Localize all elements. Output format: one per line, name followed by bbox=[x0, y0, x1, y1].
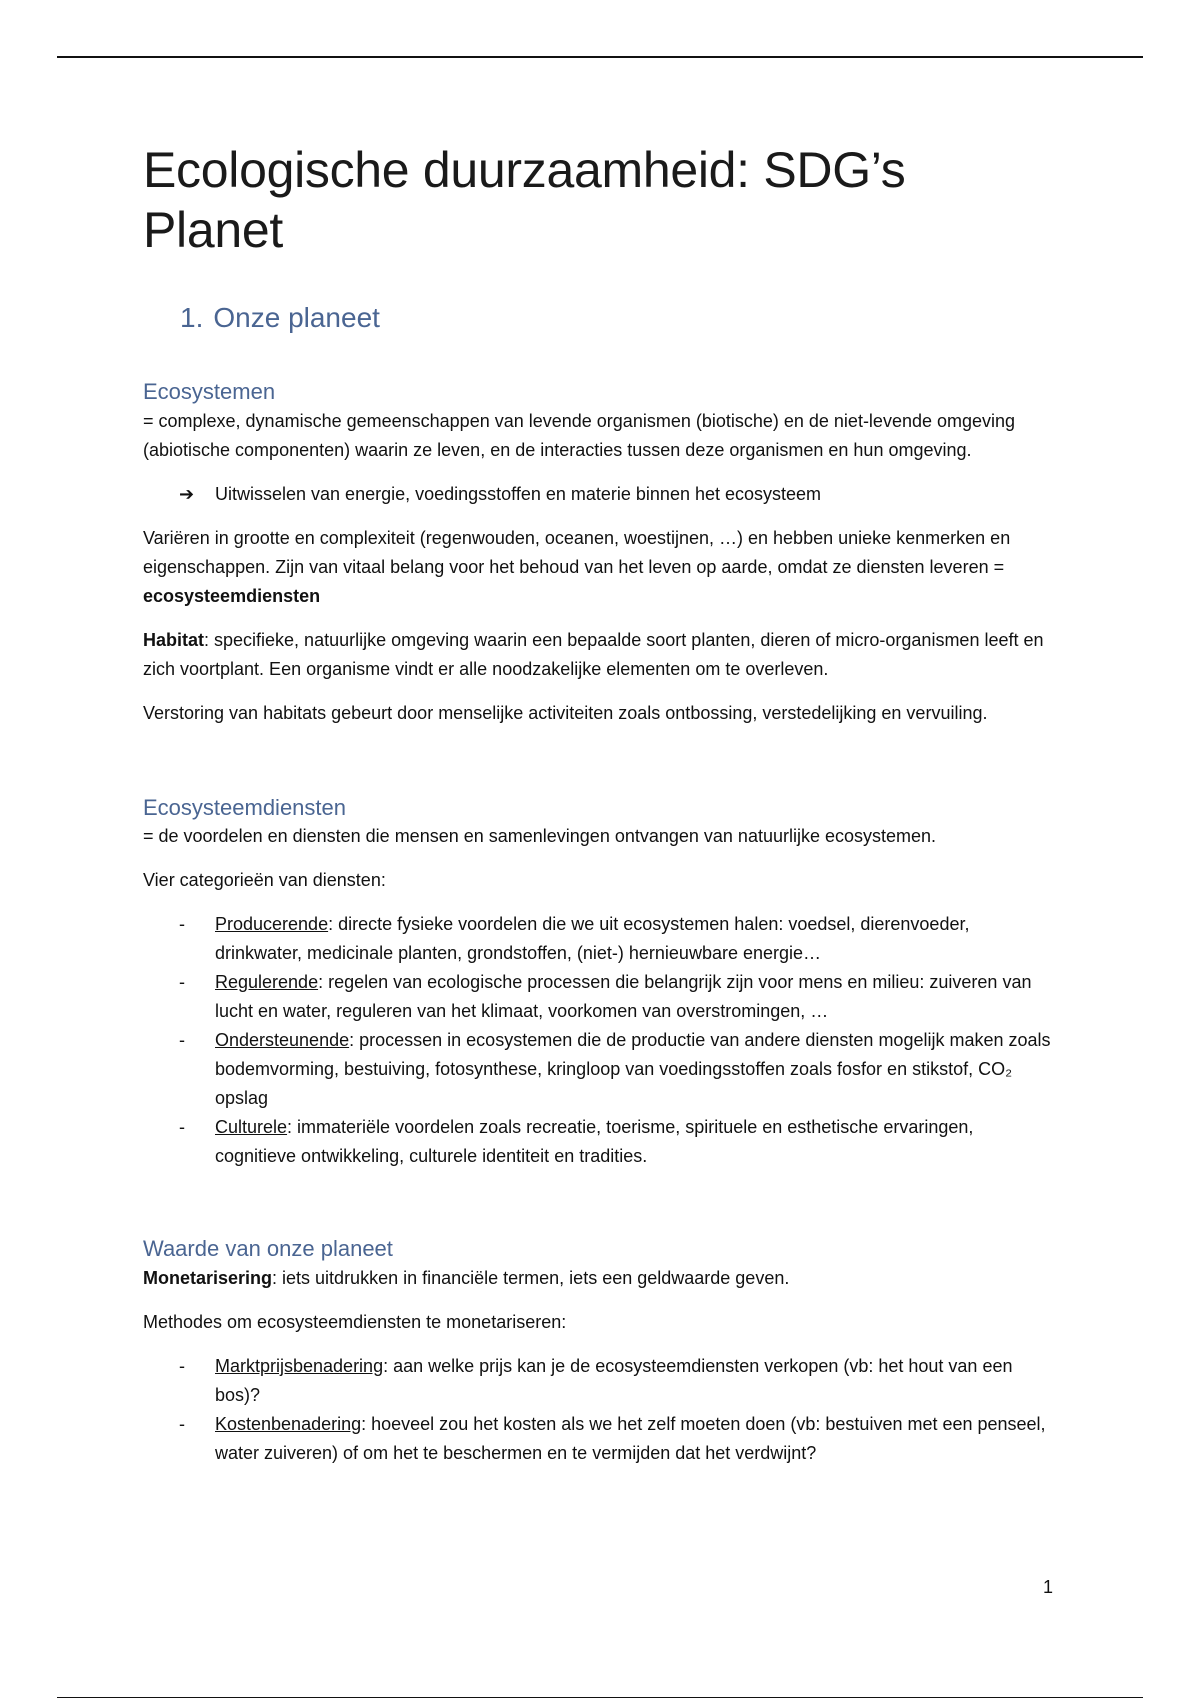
list-item-text: : immateriële voordelen zoals recreatie, toerisme, spirituele en esthetische ervaringen, cognitieve ontwikkeling, culturele identiteit en tradities. bbox=[215, 1117, 974, 1167]
monetarisering-term: Monetarisering bbox=[143, 1267, 273, 1288]
methods-list bbox=[143, 1352, 1053, 1468]
dash-marker: - bbox=[179, 1413, 185, 1434]
list-item-term: Regulerende bbox=[215, 972, 319, 993]
arrow-right-icon: ➔ bbox=[179, 483, 195, 504]
ecosystemen-variation bbox=[143, 524, 1053, 611]
page-number: 1 bbox=[1043, 1577, 1054, 1597]
list-item-term: Producerende bbox=[215, 914, 329, 935]
dash-marker: - bbox=[179, 1117, 185, 1138]
arrow-bullet-text: Uitwisselen van energie, voedingsstoffen en materie binnen het ecosysteem bbox=[215, 483, 822, 504]
ecosystemen-definition: = complexe, dynamische gemeenschappen van levende organismen (biotische) en de niet-levende omgeving (abiotische componenten) waarin ze leven, en de interacties tussen deze organismen en hun omgeving. bbox=[143, 410, 1016, 460]
habitat-text: : specifieke, natuurlijke omgeving waarin een bepaalde soort planten, dieren of micro-organismen leeft en zich voortplant. Een organisme vindt er alle noodzakelijke elementen om te overleven. bbox=[143, 629, 1044, 679]
list-item-term: Culturele bbox=[215, 1117, 288, 1138]
list-item bbox=[143, 1410, 1053, 1468]
arrow-bullet bbox=[179, 480, 1053, 509]
document-title: Ecologische duurzaamheid: SDG’s Planet bbox=[143, 142, 906, 258]
list-item-text: : regelen van ecologische processen die belangrijk zijn voor mens en milieu: zuiveren van lucht en water, reguleren van het klimaat, voorkomen van overstromingen, … bbox=[215, 972, 1032, 1022]
list-item bbox=[143, 968, 1053, 1026]
monetarisering-paragraph bbox=[143, 1264, 1053, 1293]
diensten-definition: = de voordelen en diensten die mensen en samenlevingen ontvangen van natuurlijke ecosystemen. bbox=[143, 826, 937, 847]
heading-waarde: Waarde van onze planeet bbox=[143, 1236, 393, 1262]
variation-bold-term: ecosysteemdiensten bbox=[143, 585, 321, 606]
page-content bbox=[143, 140, 1053, 1468]
section-heading bbox=[180, 302, 1053, 334]
list-item-text: : directe fysieke voordelen die we uit ecosystemen halen: voedsel, dierenvoeder, drinkwater, medicinale planten, grondstoffen, (niet-) hernieuwbare energie… bbox=[215, 914, 970, 964]
bottom-rule bbox=[57, 1697, 1143, 1698]
list-item-text: : processen in ecosystemen die de productie van andere diensten mogelijk maken zoals bodemvorming, bestuiving, fotosynthese, kringloop van voedingsstoffen zoals fosfor en stikstof, CO₂ opslag bbox=[215, 1030, 1051, 1109]
habitat-term: Habitat bbox=[143, 629, 205, 650]
list-item-text: : hoeveel zou het kosten als we het zelf moeten doen (vb: bestuiven met een penseel, water zuiveren) of om het te beschermen en te vermijden dat het verdwijnt? bbox=[215, 1413, 1046, 1463]
heading-ecosysteemdiensten: Ecosysteemdiensten bbox=[143, 794, 346, 820]
list-item-text: : aan welke prijs kan je de ecosysteemdiensten verkopen (vb: het hout van een bos)? bbox=[215, 1355, 1013, 1405]
list-item-term: Kostenbenadering bbox=[215, 1413, 362, 1434]
section-number: 1. bbox=[180, 302, 204, 333]
section-title: Onze planeet bbox=[213, 302, 380, 333]
diensten-intro: Vier categorieën van diensten: bbox=[143, 870, 386, 891]
list-item bbox=[143, 910, 1053, 968]
list-item-term: Marktprijsbenadering bbox=[215, 1355, 384, 1376]
habitat-paragraph bbox=[143, 626, 1053, 684]
list-item bbox=[143, 1026, 1053, 1113]
list-item bbox=[143, 1113, 1053, 1171]
top-rule bbox=[57, 56, 1143, 58]
list-item-term: Ondersteunende bbox=[215, 1030, 350, 1051]
dash-marker: - bbox=[179, 972, 185, 993]
variation-text: Variëren in grootte en complexiteit (regenwouden, oceanen, woestijnen, …) en hebben unieke kenmerken en eigenschappen. Zijn van vitaal belang voor het behoud van het leven op aarde, omdat ze diensten leveren = bbox=[143, 527, 1011, 577]
dash-marker: - bbox=[179, 1030, 185, 1051]
diensten-list bbox=[143, 910, 1053, 1171]
monetarisering-text: : iets uitdrukken in financiële termen, iets een geldwaarde geven. bbox=[272, 1267, 790, 1288]
dash-marker: - bbox=[179, 914, 185, 935]
disturbance-paragraph: Verstoring van habitats gebeurt door menselijke activiteiten zoals ontbossing, verstedelijking en vervuiling. bbox=[143, 702, 988, 723]
heading-ecosystemen: Ecosystemen bbox=[143, 379, 276, 404]
list-item bbox=[143, 1352, 1053, 1410]
dash-marker: - bbox=[179, 1355, 185, 1376]
methods-intro: Methodes om ecosysteemdiensten te monetariseren: bbox=[143, 1311, 567, 1332]
